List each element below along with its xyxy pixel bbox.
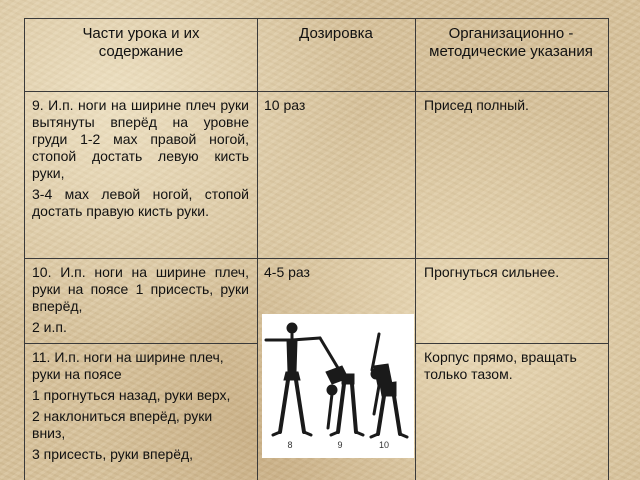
exercise-illustration [262, 314, 414, 458]
figure-arms-sideways [266, 323, 320, 435]
row-1-content [32, 97, 249, 224]
table-border-left [24, 18, 25, 480]
row-1-line-2: 3-4 мах левой ногой, стопой достать правую кисть руки. [32, 186, 249, 219]
header-guidance: Организационно - методические указания [429, 25, 593, 60]
table-border-top [24, 18, 608, 19]
row-3-content [32, 349, 249, 467]
row-divider-1 [24, 258, 608, 259]
row-1-dosage: 10 раз [264, 97, 306, 113]
figure-label-1: 8 [287, 440, 293, 450]
figure-side-bend [371, 334, 407, 437]
row-2-dosage: 4-5 раз [264, 264, 310, 280]
column-divider-2 [415, 18, 416, 480]
column-divider-1 [257, 18, 258, 480]
header-content: Части урока и их содержание [82, 25, 200, 60]
row-2-content [32, 264, 249, 340]
row-divider-2-guidance [415, 343, 608, 344]
row-2-guidance: Прогнуться сильнее. [424, 264, 560, 280]
row-divider-2-content [24, 343, 257, 344]
figure-bent-forward [320, 338, 363, 435]
row-3-line-4: 3 присесть, руки вперёд, [32, 446, 194, 462]
row-3-line-1: 11. И.п. ноги на ширине плеч, руки на поясе [32, 349, 224, 382]
row-1-line-1: 9. И.п. ноги на ширине плеч руки вытянуты вперёд на уровне груди 1-2 мах правой ногой, стопой достать левую кисть руки, [32, 97, 249, 181]
row-3-line-3: 2 наклониться вперёд, руки вниз, [32, 408, 213, 441]
exercise-figures-drawing [262, 314, 414, 458]
row-2-line-1: 10. И.п. ноги на ширине плеч, руки на поясе 1 присесть, руки вперёд, [32, 264, 249, 314]
header-dosage: Дозировка [299, 25, 373, 42]
row-3-line-2: 1 прогнуться назад, руки верх, [32, 387, 231, 403]
figure-label-3: 10 [378, 440, 390, 450]
row-2-line-2: 2 и.п. [32, 319, 67, 335]
header-row-divider [24, 91, 608, 92]
table-border-right [608, 18, 609, 480]
row-3-guidance: Корпус прямо, вращать только тазом. [424, 349, 577, 382]
figure-label-2: 9 [337, 440, 343, 450]
row-1-guidance: Присед полный. [424, 97, 529, 113]
